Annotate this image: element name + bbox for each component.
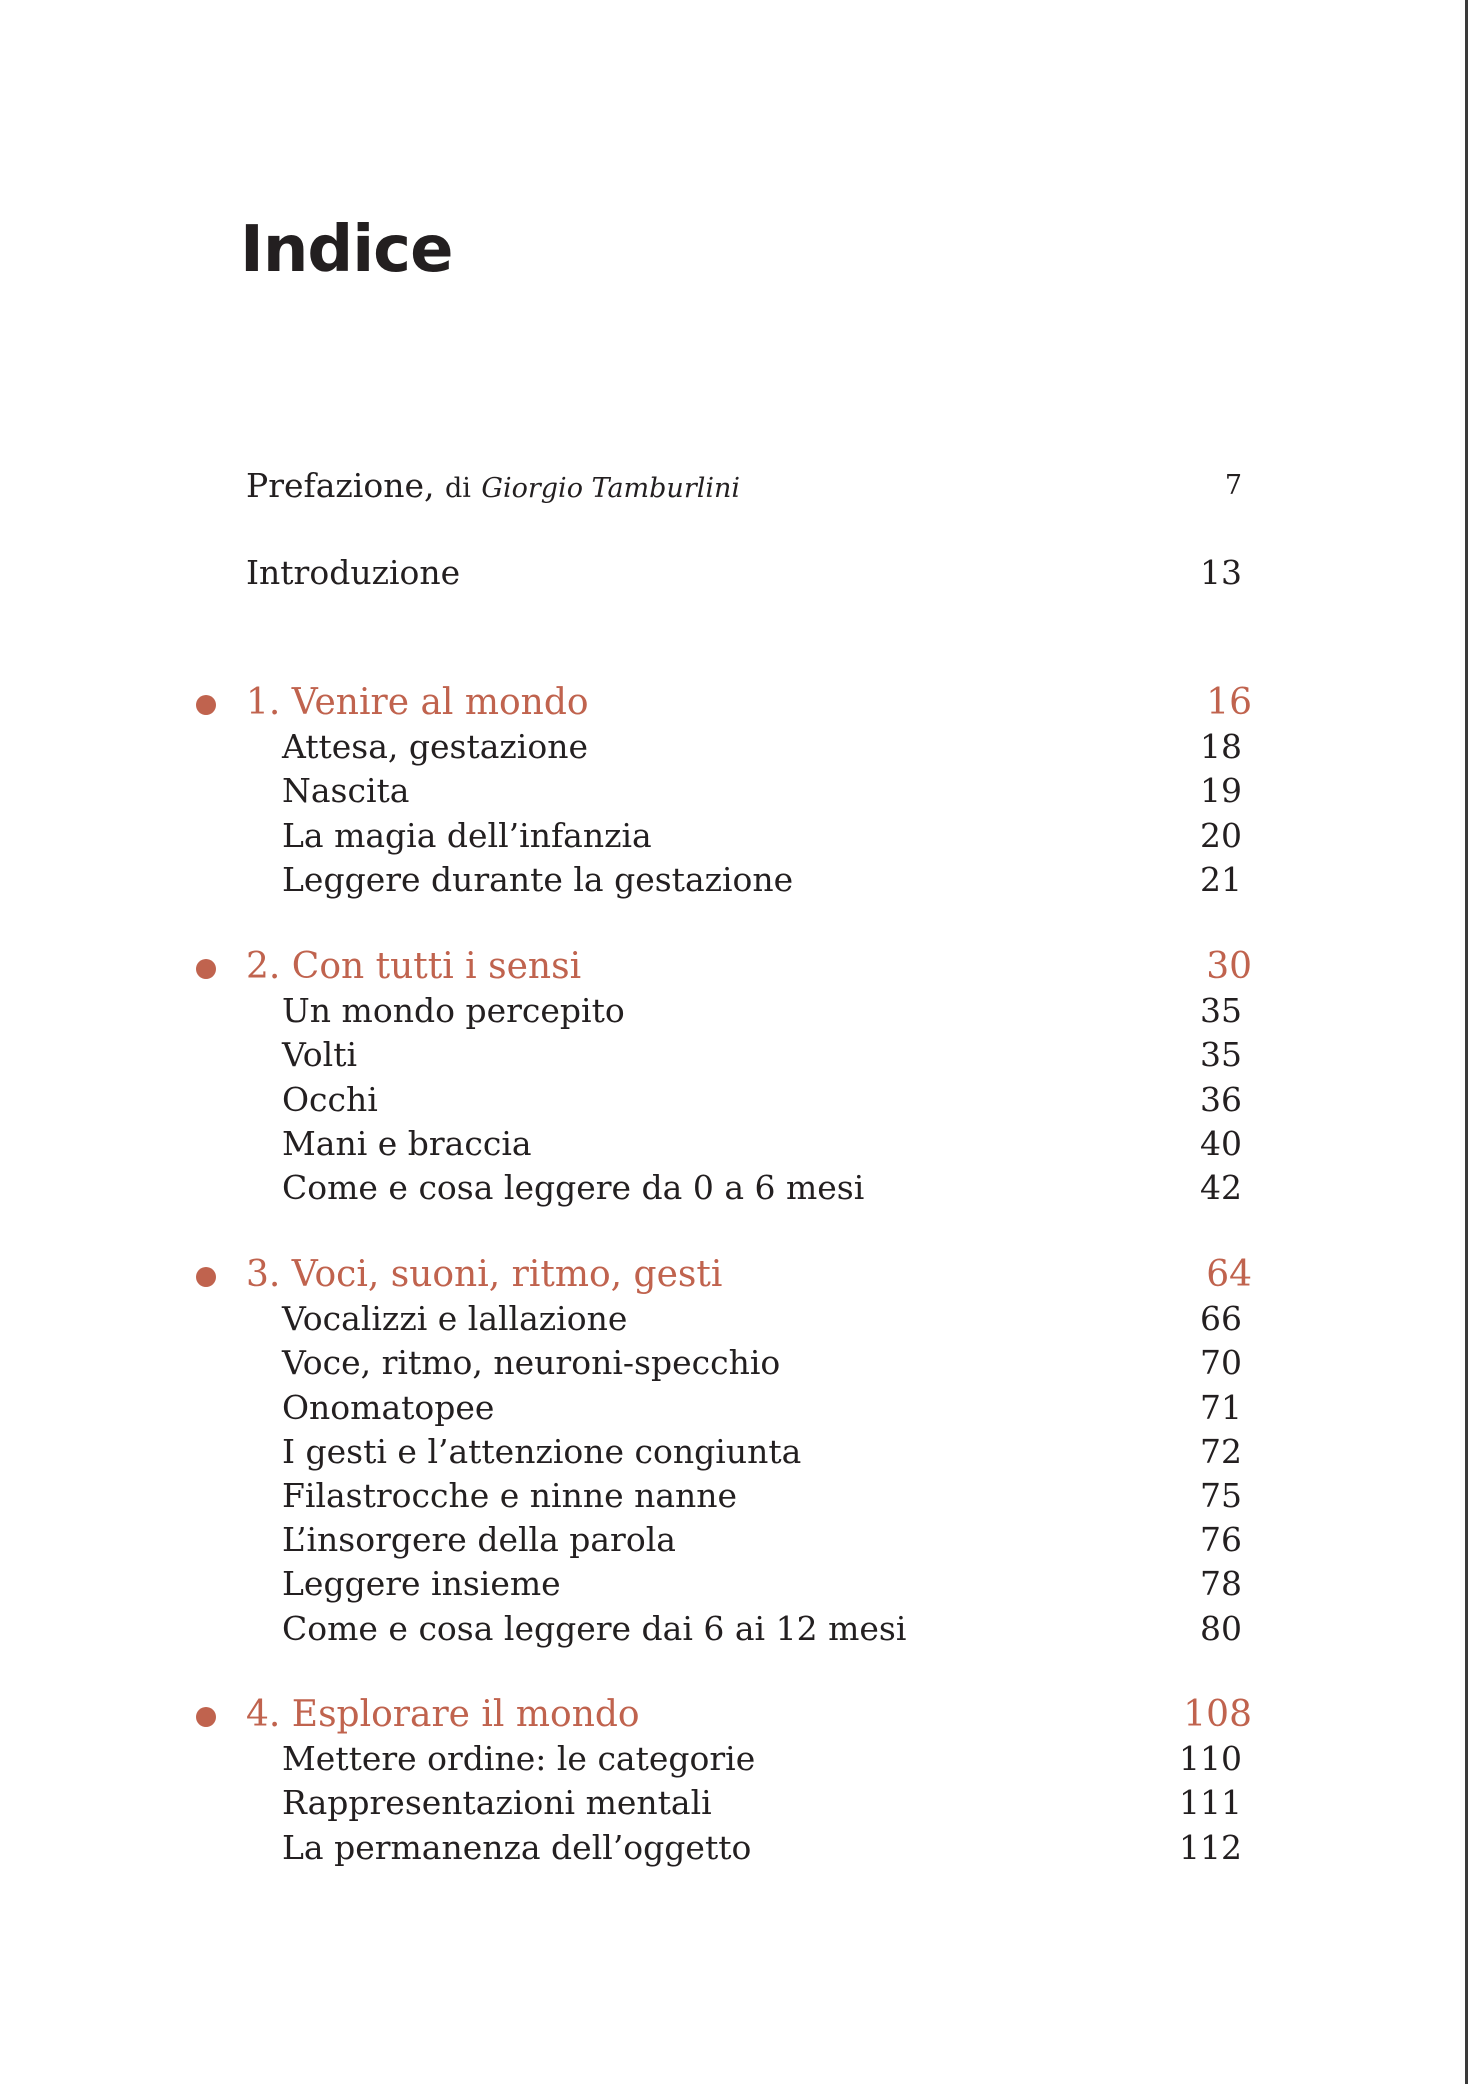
chapter-title: 1. Venire al mondo [246, 682, 589, 723]
section-title: L’insorgere della parola [282, 1520, 676, 1559]
section-title: Onomatopee [282, 1388, 495, 1427]
preface-page: 7 [1224, 470, 1242, 501]
chapter-heading[interactable] [0, 681, 1470, 725]
section-entry[interactable] [0, 1166, 1470, 1210]
section-entry[interactable] [0, 1518, 1470, 1562]
chapter-heading[interactable] [0, 945, 1470, 989]
section-page: 72 [1200, 1432, 1242, 1471]
section-page: 70 [1200, 1343, 1242, 1382]
section-entry[interactable] [0, 1474, 1470, 1518]
chapter-title: 2. Con tutti i sensi [246, 946, 582, 987]
section-page: 19 [1200, 771, 1242, 810]
chapter-page: 108 [1183, 1694, 1252, 1735]
section-title: Filastrocche e ninne nanne [282, 1476, 738, 1515]
section-title: Volti [282, 1035, 358, 1074]
preface-label: Prefazione, di Giorgio Tamburlini [246, 466, 741, 505]
section-entry[interactable] [0, 1607, 1470, 1651]
section-entry[interactable] [0, 1826, 1470, 1870]
section-title: Attesa, gestazione [282, 727, 589, 766]
chapter-page: 30 [1206, 946, 1252, 987]
section-page: 76 [1200, 1520, 1242, 1559]
section-page: 111 [1179, 1783, 1242, 1822]
section-page: 40 [1200, 1124, 1242, 1163]
section-entry[interactable] [0, 769, 1470, 813]
page-title: Indice [240, 213, 453, 287]
section-entry[interactable] [0, 1781, 1470, 1825]
section-page: 35 [1200, 991, 1242, 1030]
section-title: Rappresentazioni mentali [282, 1783, 712, 1822]
section-entry[interactable] [0, 1386, 1470, 1430]
section-title: Nascita [282, 771, 410, 810]
section-title: Vocalizzi e lallazione [282, 1299, 628, 1338]
section-page: 66 [1200, 1299, 1242, 1338]
section-entry[interactable] [0, 1078, 1470, 1122]
toc-entry-introduction[interactable] [0, 551, 1470, 595]
section-page: 36 [1200, 1080, 1242, 1119]
section-page: 18 [1200, 727, 1242, 766]
section-title: I gesti e l’attenzione congiunta [282, 1432, 802, 1471]
section-entry[interactable] [0, 1430, 1470, 1474]
section-title: Come e cosa leggere da 0 a 6 mesi [282, 1168, 865, 1207]
section-entry[interactable] [0, 858, 1470, 902]
introduction-label: Introduzione [246, 553, 461, 592]
section-entry[interactable] [0, 1562, 1470, 1606]
chapter-heading[interactable] [0, 1253, 1470, 1297]
section-entry[interactable] [0, 814, 1470, 858]
chapter-title: 4. Esplorare il mondo [246, 1694, 640, 1735]
section-title: Occhi [282, 1080, 378, 1119]
section-page: 35 [1200, 1035, 1242, 1074]
chapter-page: 64 [1206, 1254, 1252, 1295]
section-page: 112 [1179, 1828, 1242, 1867]
preface-author: Giorgio Tamburlini [481, 473, 741, 504]
section-title: Come e cosa leggere dai 6 ai 12 mesi [282, 1609, 907, 1648]
chapter-title: 3. Voci, suoni, ritmo, gesti [246, 1254, 723, 1295]
section-entry[interactable] [0, 1341, 1470, 1385]
section-page: 110 [1179, 1739, 1242, 1778]
section-entry[interactable] [0, 1737, 1470, 1781]
section-page: 78 [1200, 1564, 1242, 1603]
chapter-bullet-icon [196, 1707, 216, 1727]
chapter-heading[interactable] [0, 1693, 1470, 1737]
section-page: 71 [1200, 1388, 1242, 1427]
section-entry[interactable] [0, 989, 1470, 1033]
section-title: La magia dell’infanzia [282, 816, 652, 855]
section-page: 75 [1200, 1476, 1242, 1515]
chapter-page: 16 [1206, 682, 1252, 723]
toc-entry-preface[interactable] [0, 464, 1470, 508]
section-title: Leggere durante la gestazione [282, 860, 794, 899]
section-title: Mettere ordine: le categorie [282, 1739, 756, 1778]
section-page: 21 [1200, 860, 1242, 899]
chapter-bullet-icon [196, 959, 216, 979]
section-entry[interactable] [0, 1297, 1470, 1341]
section-entry[interactable] [0, 725, 1470, 769]
section-title: Voce, ritmo, neuroni-specchio [282, 1343, 781, 1382]
introduction-page: 13 [1200, 553, 1242, 592]
section-title: La permanenza dell’oggetto [282, 1828, 752, 1867]
chapter-bullet-icon [196, 1267, 216, 1287]
section-title: Leggere insieme [282, 1564, 561, 1603]
section-page: 42 [1200, 1168, 1242, 1207]
section-title: Mani e braccia [282, 1124, 532, 1163]
chapter-bullet-icon [196, 695, 216, 715]
section-page: 20 [1200, 816, 1242, 855]
section-entry[interactable] [0, 1033, 1470, 1077]
section-page: 80 [1200, 1609, 1242, 1648]
section-entry[interactable] [0, 1122, 1470, 1166]
section-title: Un mondo percepito [282, 991, 625, 1030]
